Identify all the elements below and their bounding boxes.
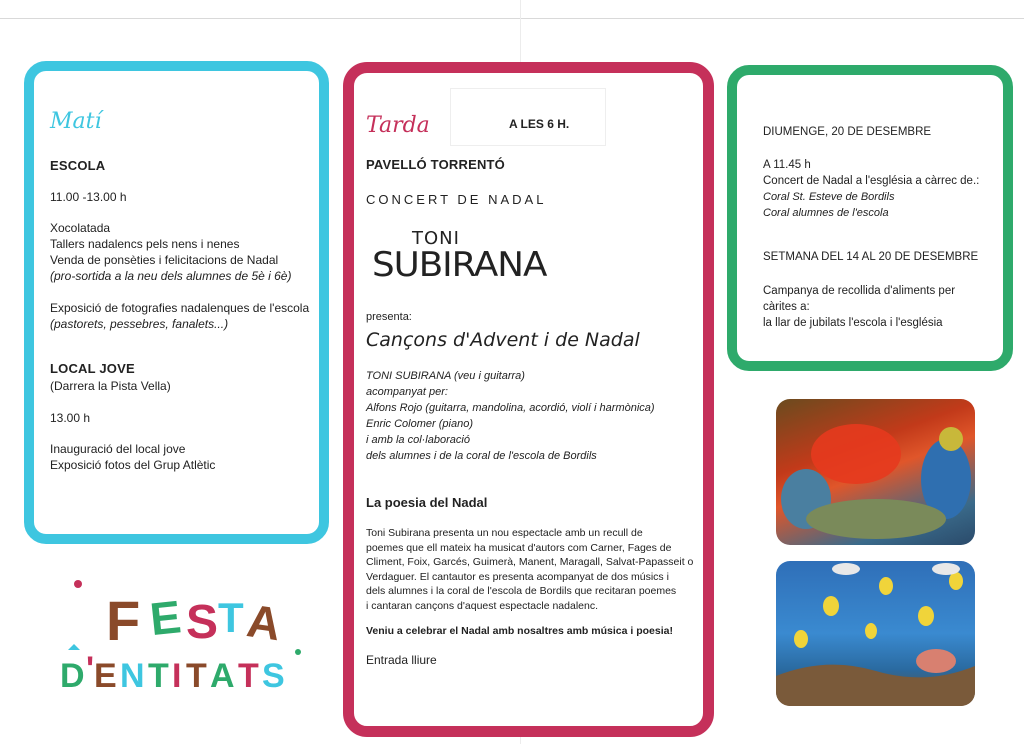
morning-panel [24,61,329,544]
nativity-photo-1 [776,399,975,545]
credit-line-3: Alfons Rojo (guitarra, mandolina, acordió, violí i harmònica) [366,402,655,414]
campaign-line-2: càrites a: [763,301,810,313]
concert-title: CONCERT DE NADAL [366,192,547,207]
svg-text:F: F [106,589,141,652]
campaign-line-3: la llar de jubilats l'escola i l'església [763,317,943,329]
fold-line [0,18,1024,19]
credit-line-1: TONI SUBIRANA (veu i guitarra) [366,370,525,382]
svg-text:': ' [86,650,95,688]
activity-workshops: Tallers nadalencs pels nens i nenes [50,237,240,251]
poetry-heading: La poesia del Nadal [366,495,488,510]
show-title: Cançons d'Advent i de Nadal [366,329,640,351]
entry-free: Entrada lliure [366,653,437,667]
poetry-body [366,526,693,613]
week-heading: SETMANA DEL 14 AL 20 DE DESEMBRE [763,251,979,263]
credit-line-2: acompanyat per: [366,386,448,398]
presents-label: presenta: [366,311,412,323]
school-heading: ESCOLA [50,158,106,173]
sunday-time: A 11.45 h [763,159,811,171]
morning-heading: Matí [50,109,102,134]
sunday-panel [727,65,1013,371]
credit-line-5: i amb la col·laboració [366,434,470,446]
exhibition: Exposició de fotografies nadalenques de l'escola [50,301,310,315]
invitation: Veniu a celebrar el Nadal amb nosaltres amb música i poesia! [366,625,673,637]
credit-line-4: Enric Colomer (piano) [366,418,473,430]
youth-club-heading: LOCAL JOVE [50,361,135,376]
church-concert: Concert de Nadal a l'església a càrrec de.: [763,175,980,187]
activity-sale: Venda de ponsèties i felicitacions de Nadal [50,253,279,267]
exhibition-note: (pastorets, pessebres, fanalets...) [50,317,229,331]
festa-entitats-logo [58,572,313,697]
svg-text:T: T [218,594,244,641]
choir-1: Coral St. Esteve de Bordils [763,191,895,203]
activity-chocolate: Xocolatada [50,221,111,235]
svg-text:S: S [186,596,219,649]
time-tag: A LES 6 H. [509,117,570,131]
sunday-date: DIUMENGE, 20 DE DESEMBRE [763,126,932,138]
svg-text:I: I [172,657,182,695]
svg-text:T: T [238,657,259,695]
activity-photo-exhibit: Exposició fotos del Grup Atlètic [50,458,216,472]
youth-club-time: 13.00 h [50,411,91,425]
svg-text:E: E [147,590,184,646]
svg-text:E: E [94,657,117,695]
activity-inauguration: Inauguració del local jove [50,442,186,456]
credit-line-6: dels alumnes i de la coral de l'escola de Bordils [366,450,597,462]
poetry-line: i cantaran cançons d'aquest espectacle nadalenc. [366,599,598,612]
youth-club-location: (Darrera la Pista Vella) [50,379,171,393]
afternoon-heading: Tarda [366,113,430,138]
svg-text:A: A [210,657,235,695]
artist-first-name: TONI [412,228,460,249]
afternoon-panel [343,62,714,737]
svg-text:T: T [148,657,169,695]
svg-text:A: A [243,594,284,651]
poetry-line: Verdaguer. El cantautor es presenta acompanyat de dos músics i [366,570,669,583]
artist-last-name: SUBIRANA [372,245,547,285]
poetry-line: Climent, Foix, Garcés, Guimerà, Manent, Maragall, Salvat-Papasseit o [366,556,694,568]
poetry-line: dels alumnes i la coral de l'escola de Bordils que recitaran poemes [366,585,677,597]
svg-text:S: S [262,657,285,695]
poetry-line: poemes que ell mateix ha musicat d'autors com Carner, Fages de [366,541,672,554]
svg-text:D: D [60,657,85,695]
svg-text:T: T [186,657,207,695]
campaign-line-1: Campanya de recollida d'aliments per [763,285,956,297]
choir-2: Coral alumnes de l'escola [763,207,889,219]
time-tag-box [450,88,606,146]
svg-text:N: N [120,657,145,695]
poetry-line: Toni Subirana presenta un nou espectacle amb un recull de [366,527,643,539]
venue: PAVELLÓ TORRENTÓ [366,157,505,172]
school-time: 11.00 -13.00 h [50,190,127,204]
activity-sale-note: (pro-sortida a la neu dels alumnes de 5è i 6è) [50,269,292,283]
nativity-photo-2 [776,561,975,706]
